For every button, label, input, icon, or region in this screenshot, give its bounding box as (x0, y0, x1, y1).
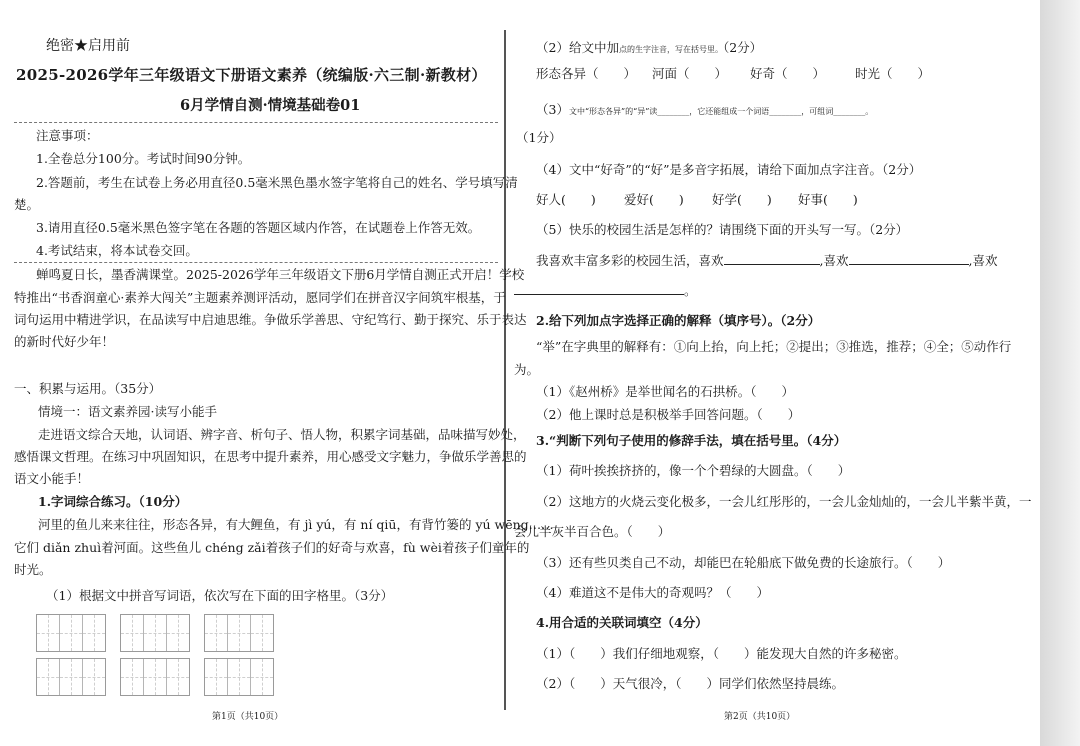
writing-grid[interactable] (120, 614, 190, 652)
writing-line-1: 我喜欢丰富多彩的校园生活，喜欢 ,喜欢 ,喜欢 (536, 253, 998, 268)
polyphone-item-3: 好学( ) (712, 192, 772, 207)
intro-line-4: 的新时代好少年！ (14, 334, 115, 349)
scene-1-line-3: 语文小能手！ (14, 471, 90, 486)
question-3-item-2: （2）这地方的火烧云变化极多，一会儿红彤彤的，一会儿金灿灿的，一会儿半紫半黄，一 (536, 494, 1032, 509)
question-2-heading: 2.给下列加点字选择正确的解释（填序号）。（2分） (536, 313, 821, 328)
pinyin-item-1: 形态各异（ ） (536, 66, 637, 81)
intro-line-1: 蝉鸣夏日长，墨香满课堂。2025-2026学年三年级语文下册6月学情自测正式开启！学校 (36, 267, 525, 282)
section-1-heading: 一、积累与运用。（35分） (14, 381, 162, 396)
notice-3: 3.请用直径0.5毫米黑色签字笔在各题的答题区域内作答，在试题卷上作答无效。 (36, 220, 481, 235)
question-1-3-score: （1分） (516, 130, 562, 145)
page-edge-shadow (1040, 0, 1080, 746)
dashed-separator (14, 262, 498, 263)
pinyin-item-4: 时光（ ） (855, 66, 931, 81)
passage-line-1: 河里的鱼儿来来往往，形态各异，有大鲤鱼，有 jì yú，有 ní qiū，有背竹篓的 yú wēng…… (38, 517, 554, 532)
answer-blank[interactable] (724, 252, 820, 265)
question-2-text-1: “举”在字典里的解释有：①向上抬，向上托；②提出；③推选，推荐；④全；⑤动作行 (536, 339, 1012, 354)
secret-label: 绝密★启用前 (46, 38, 130, 54)
notice-2-cont: 楚。 (14, 197, 40, 212)
answer-blank[interactable] (514, 282, 684, 295)
question-3-item-1: （1）荷叶挨挨挤挤的，像一个个碧绿的大圆盘。（ ） (536, 463, 851, 478)
passage-line-3: 时光。 (14, 562, 52, 577)
notice-heading: 注意事项： (36, 128, 99, 143)
intro-line-3: 词句运用中精进学识，在品读写中启迪思维。争做乐学善思、守纪笃行、勤于探究、乐于表达 (14, 312, 527, 327)
notice-1: 1.全卷总分100分。考试时间90分钟。 (36, 151, 251, 166)
writing-grid[interactable] (36, 658, 106, 696)
question-3-heading: 3.“判断下列句子使用的修辞手法，填在括号里。（4分） (536, 433, 847, 448)
question-3-item-4: （4）难道这不是伟大的奇观吗？（ ） (536, 585, 769, 600)
question-1-2: （2）给文中加点的生字注音，写在括号里。（2分） (536, 40, 763, 55)
question-4-item-2: （2）（ ）天气很冷，（ ）同学们依然坚持晨练。 (536, 676, 844, 691)
page-2-footer: 第2页（共10页） (724, 712, 796, 722)
exam-subtitle: 6月学情自测·情境基础卷01 (180, 97, 361, 114)
question-1-3: （3）文中“形态各异”的“异”读________，它还能组成一个词语________，可组词________。 (536, 102, 874, 117)
page-divider (504, 30, 506, 710)
notice-2: 2.答题前，考生在试卷上务必用直径0.5毫米黑色墨水签字笔将自己的姓名、学号填写清 (36, 175, 518, 190)
question-3-item-3: （3）还有些贝类自己不动，却能巴在轮船底下做免费的长途旅行。（ ） (536, 555, 951, 570)
question-2-item-2: （2）他上课时总是积极举手回答问题。（ ） (536, 407, 801, 422)
dashed-separator (14, 122, 498, 123)
writing-grid[interactable] (204, 658, 274, 696)
question-1-1: （1）根据文中拼音写词语，依次写在下面的田字格里。（3分） (46, 588, 394, 603)
question-1-4: （4）文中“好奇”的“好”是多音字拓展，请给下面加点字注音。（2分） (536, 162, 922, 177)
pinyin-item-3: 好奇（ ） (750, 66, 826, 81)
question-1-heading: 1.字词综合练习。（10分） (38, 494, 188, 509)
writing-grid[interactable] (204, 614, 274, 652)
answer-blank[interactable] (849, 252, 969, 265)
question-4-heading: 4.用合适的关联词填空（4分） (536, 615, 708, 630)
intro-line-2: 特推出“书香润童心·素养大闯关”主题素养测评活动，愿同学们在拼音汉字间筑牢根基，于 (14, 290, 506, 305)
writing-grid[interactable] (36, 614, 106, 652)
writing-line-2: 。 (514, 282, 697, 299)
scene-1-line-1: 走进语文综合天地，认词语、辨字音、析句子、悟人物，积累字词基础，品味描写妙处， (38, 427, 526, 442)
writing-grid[interactable] (120, 658, 190, 696)
question-1-5: （5）快乐的校园生活是怎样的？请围绕下面的开头写一写。（2分） (536, 222, 909, 237)
question-3-item-2-cont: 会儿半灰半百合色。（ ） (514, 524, 671, 539)
notice-4: 4.考试结束，将本试卷交回。 (36, 243, 198, 258)
question-2-text-2: 为。 (514, 362, 540, 377)
scene-1-line-2: 感悟课文哲理。在练习中巩固知识，在思考中提升素养，用心感受文字魅力，争做乐学善思的 (14, 449, 527, 464)
pinyin-item-2: 河面（ ） (652, 66, 728, 81)
question-4-item-1: （1）（ ）我们仔细地观察，（ ）能发现大自然的许多秘密。 (536, 646, 907, 661)
passage-line-2: 它们 diǎn zhuì着河面。这些鱼儿 chéng zǎi着孩子们的好奇与欢喜，fù wèi着孩子们童年的 (14, 540, 530, 555)
polyphone-item-4: 好事( ) (798, 192, 858, 207)
polyphone-item-2: 爱好( ) (624, 192, 684, 207)
exam-title: 2025-2026学年三年级语文下册语文素养（统编版·六三制·新教材） (16, 66, 487, 84)
scene-1-heading: 情境一：语文素养园·读写小能手 (38, 404, 217, 419)
polyphone-item-1: 好人( ) (536, 192, 596, 207)
page-1-footer: 第1页（共10页） (212, 712, 284, 722)
question-2-item-1: （1）《赵州桥》是举世闻名的石拱桥。（ ） (536, 384, 794, 399)
